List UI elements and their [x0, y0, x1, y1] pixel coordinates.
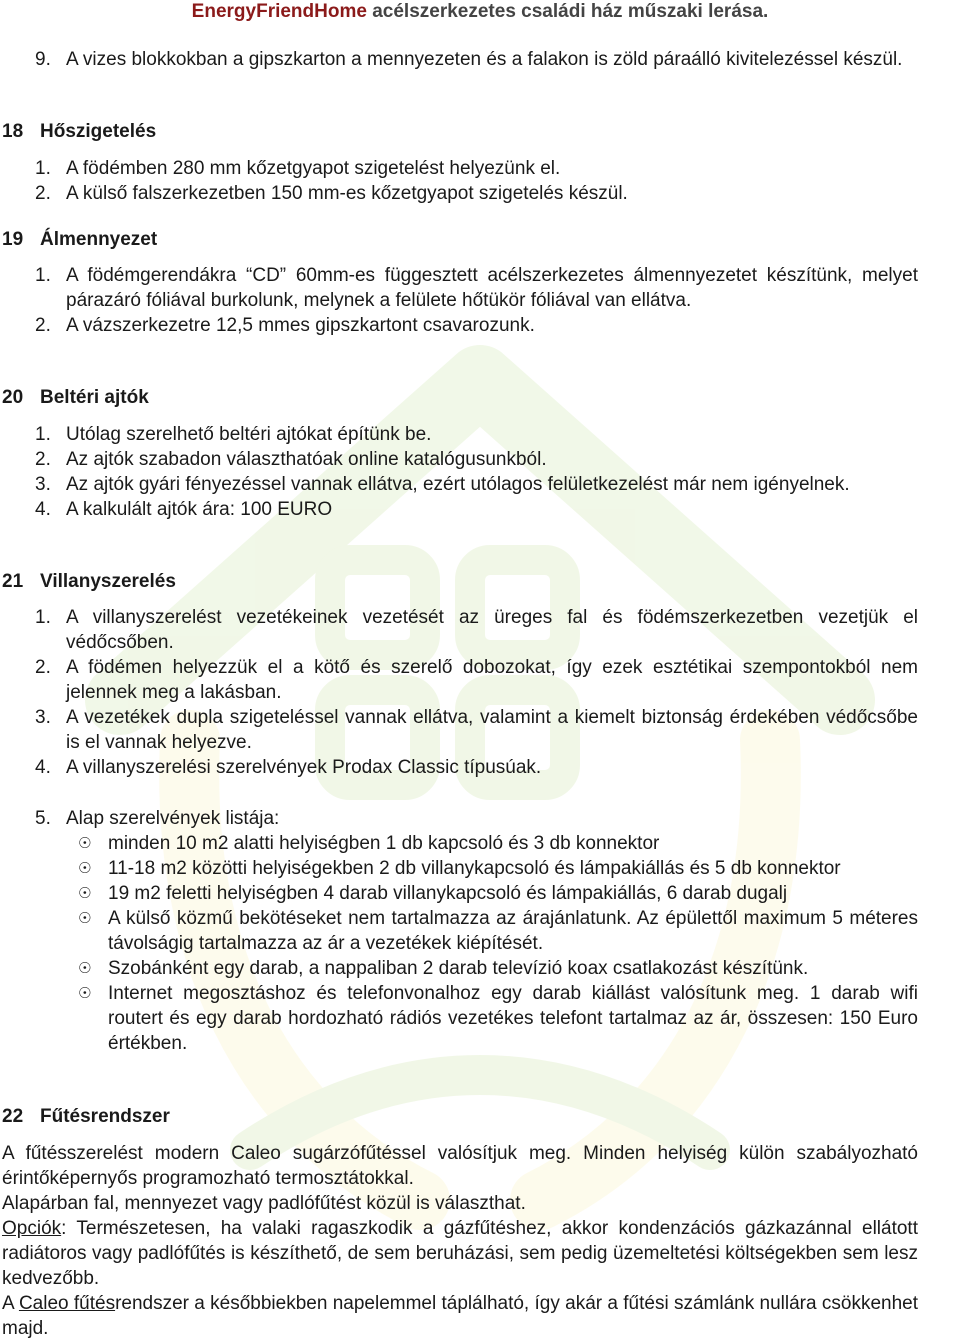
list-item — [0, 755, 960, 780]
bullet-text: Internet megosztáshoz és telefonvonalhoz egy darab kiállást valósítunk meg. 1 darab wifi routert és egy darab hordozható rádiós vezetékes telefont tartalmaz az ár, összesen: 150 Euro értékben. — [108, 983, 918, 1054]
list-item — [0, 263, 960, 313]
bullet-text: 11-18 m2 közötti helyiségekben 2 db villanykapcsoló és lámpakiállás és 5 db konnektor — [108, 858, 841, 879]
paragraph-text: A — [2, 1293, 19, 1314]
list-number: 4. — [35, 499, 51, 520]
list-item — [0, 806, 960, 831]
list-number: 1. — [35, 158, 51, 179]
bullet-text: Szobánként egy darab, a nappaliban 2 darab televízió koax csatlakozást készítünk. — [108, 958, 809, 979]
header-title: acélszerkezetes családi ház műszaki lerása. — [366, 1, 769, 22]
list-item — [0, 705, 960, 755]
list-number: 3. — [35, 474, 51, 495]
list-text: A födémgerendákra “CD” 60mm-es függesztett acélszerkezetes álmennyezetet készítünk, melyet párazáró fóliával burkolunk, melynek a felülete hőtükör fóliával van ellátva. — [66, 265, 918, 311]
bullet-item — [0, 881, 960, 906]
continued-list — [0, 47, 960, 72]
list-number: 1. — [35, 424, 51, 445]
section-18-list — [0, 156, 960, 206]
list-text: Utólag szerelhető beltéri ajtókat építünk be. — [66, 424, 432, 445]
bullet-icon: ☉ — [78, 985, 92, 1002]
list-number: 9. — [35, 49, 51, 70]
list-text: A födémen helyezzük el a kötő és szerelő dobozokat, így ezek esztétikai szempontokból nem jelennek meg a lakásban. — [66, 657, 918, 703]
list-number: 2. — [35, 657, 51, 678]
list-number: 1. — [35, 607, 51, 628]
section-number: 19 — [2, 229, 24, 250]
section-heading-20 — [0, 385, 960, 410]
bullet-icon: ☉ — [78, 835, 92, 852]
section-title: Hőszigetelés — [40, 121, 157, 142]
paragraph-text: : Természetesen, ha valaki ragaszkodik a gázfűtéshez, akkor kondenzációs gázkazánnal ellátott radiátoros vagy padlófűtés is készíthető, de sem beruházási, sem pedig üzemeltetési költségekben sem lesz kedvezőbb. — [2, 1218, 918, 1289]
fixture-bullet-list — [0, 831, 960, 1056]
list-text: A vizes blokkokban a gipszkarton a mennyezeten és a falakon is zöld páraálló kivitelezéssel készül. — [66, 49, 903, 70]
list-number: 1. — [35, 265, 51, 286]
section-title: Álmennyezet — [40, 229, 158, 250]
bullet-text: minden 10 m2 alatti helyiségben 1 db kapcsoló és 3 db konnektor — [108, 833, 660, 854]
list-number: 2. — [35, 183, 51, 204]
bullet-item — [0, 856, 960, 881]
bullet-item — [0, 956, 960, 981]
list-number: 5. — [35, 808, 51, 829]
section-19-list — [0, 263, 960, 338]
list-text: A vázszerkezetre 12,5 mmes gipszkartont csavarozunk. — [66, 315, 535, 336]
brand-name: EnergyFriendHome — [191, 1, 367, 22]
list-text: A kalkulált ajtók ára: 100 EURO — [66, 499, 333, 520]
section-heading-19 — [0, 227, 960, 252]
section-heading-22 — [0, 1104, 960, 1129]
options-link[interactable]: Opciók — [2, 1218, 62, 1239]
list-text: A vezetékek dupla szigeteléssel vannak ellátva, valamint a kiemelt biztonság érdekében védőcsőbe is el vannak helyezve. — [66, 707, 918, 753]
list-number: 4. — [35, 757, 51, 778]
list-item — [0, 422, 960, 447]
list-item — [0, 181, 960, 206]
paragraph-text: rendszer a későbbiekben napelemmel táplálható, így akár a fűtési számlánk nullára csökkenhet majd. — [2, 1293, 918, 1339]
list-number: 3. — [35, 707, 51, 728]
list-text: Az ajtók gyári fényezéssel vannak ellátva, ezért utólagos felületkezelést már nem igényelnek. — [66, 474, 850, 495]
section-22-body — [0, 1141, 960, 1341]
list-item — [0, 655, 960, 705]
section-heading-21 — [0, 569, 960, 594]
section-number: 20 — [2, 387, 24, 408]
list-item — [0, 605, 960, 655]
list-number: 2. — [35, 315, 51, 336]
paragraph — [0, 1216, 960, 1291]
section-title: Villanyszerelés — [40, 571, 176, 592]
list-text: Alap szerelvények listája: — [66, 808, 280, 829]
paragraph: Alapárban fal, mennyezet vagy padlófűtést közül is választhat. — [2, 1193, 526, 1214]
paragraph — [0, 1291, 960, 1341]
section-number: 18 — [2, 121, 24, 142]
bullet-item — [0, 981, 960, 1056]
list-item — [0, 313, 960, 338]
list-item — [0, 497, 960, 522]
bullet-icon: ☉ — [78, 960, 92, 977]
section-20-list — [0, 422, 960, 522]
document-header — [0, 0, 960, 24]
list-number: 2. — [35, 449, 51, 470]
list-item — [0, 447, 960, 472]
section-title: Beltéri ajtók — [40, 387, 149, 408]
list-item — [0, 472, 960, 497]
bullet-text: 19 m2 feletti helyiségben 4 darab villanykapcsoló és lámpakiállás, 6 darab dugalj — [108, 883, 788, 904]
section-number: 22 — [2, 1106, 24, 1127]
section-number: 21 — [2, 571, 24, 592]
section-21-list — [0, 605, 960, 780]
list-item — [0, 47, 960, 72]
bullet-icon: ☉ — [78, 885, 92, 902]
bullet-icon: ☉ — [78, 910, 92, 927]
section-heading-18 — [0, 119, 960, 144]
section-title: Fűtésrendszer — [40, 1106, 170, 1127]
bullet-icon: ☉ — [78, 860, 92, 877]
list-text: Az ajtók szabadon választhatóak online katalógusunkból. — [66, 449, 547, 470]
bullet-text: A külső közmű bekötéseket nem tartalmazza az árajánlatunk. Az épülettől maximum 5 méteres távolságig tartalmazza az ár a vezetékek kiépítését. — [108, 908, 918, 954]
section-21-list-item-5 — [0, 806, 960, 831]
bullet-item — [0, 831, 960, 856]
list-text: A födémben 280 mm kőzetgyapot szigetelést helyezünk el. — [66, 158, 561, 179]
list-text: A villanyszerelést vezetékeinek vezetését az üreges fal és födémszerkezetben vezetjük el védőcsőben. — [66, 607, 918, 653]
bullet-item — [0, 906, 960, 956]
list-text: A külső falszerkezetben 150 mm-es kőzetgyapot szigetelés készül. — [66, 183, 628, 204]
paragraph: A fűtésszerelést modern Caleo sugárzófűtéssel valósítjuk meg. Minden helyiség külön szabályozható érintőképernyős programozható termosztátokkal. — [2, 1143, 918, 1189]
list-item — [0, 156, 960, 181]
caleo-link[interactable]: Caleo fűtés — [18, 1293, 116, 1314]
list-text: A villanyszerelési szerelvények Prodax Classic típusúak. — [66, 757, 542, 778]
